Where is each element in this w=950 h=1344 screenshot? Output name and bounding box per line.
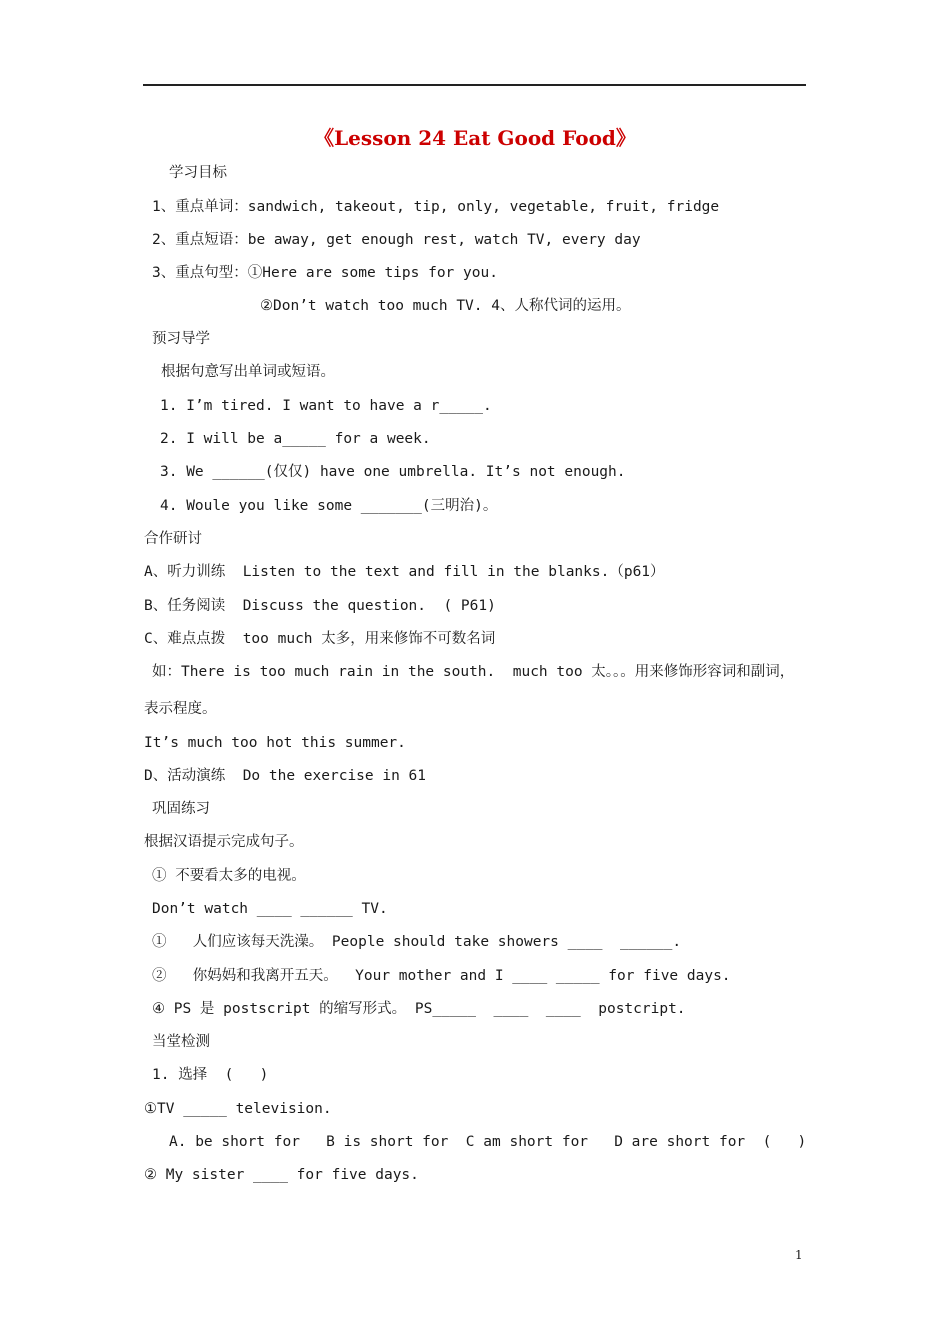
- section-heading-preview: 预习导学: [152, 331, 210, 347]
- preview-item-3: 3. We ______(仅仅) have one umbrella. It’s not enough.: [160, 464, 626, 480]
- preview-item-4: 4. Woule you like some _______(三明治)。: [160, 498, 498, 514]
- preview-item-2: 2. I will be a_____ for a week.: [160, 431, 431, 447]
- key-sentences-line: 3、重点句型：①Here are some tips for you.: [152, 265, 498, 281]
- section-heading-objectives: 学习目标: [169, 165, 227, 181]
- practice-item-4: ④ PS 是 postscript 的缩写形式。 PS_____ ____ ____ postcript.: [152, 1001, 686, 1017]
- practice-instruction: 根据汉语提示完成句子。: [144, 834, 304, 850]
- key-sentences-line-2: ②Don’t watch too much TV. 4、人称代词的运用。: [260, 298, 631, 314]
- section-heading-test: 当堂检测: [152, 1034, 210, 1050]
- cooperation-item-c: C、难点点拨 too much 太多，用来修饰不可数名词: [144, 631, 496, 647]
- test-choice-heading: 1. 选择 ( ): [152, 1067, 269, 1083]
- example-line: 如：There is too much rain in the south. much too 太。。。用来修饰形容词和副词，: [152, 664, 795, 680]
- example-sentence: It’s much too hot this summer.: [144, 735, 406, 751]
- practice-item-2: ① 人们应该每天洗澡。 People should take showers ____ ______.: [152, 934, 682, 950]
- lesson-title: 《Lesson 24 Eat Good Food》: [314, 126, 636, 150]
- cooperation-item-a: A、听力训练 Listen to the text and fill in the blanks.（p61）: [144, 564, 665, 580]
- header-rule: [143, 84, 806, 86]
- test-question-1-options: A. be short for B is short for C am short for D are short for ( ): [169, 1134, 807, 1150]
- example-line-2: 表示程度。: [144, 701, 217, 717]
- page-number: 1: [795, 1248, 803, 1262]
- cooperation-item-d: D、活动演练 Do the exercise in 61: [144, 768, 427, 784]
- section-heading-practice: 巩固练习: [152, 801, 210, 817]
- practice-item-1-en: Don’t watch ____ ______ TV.: [152, 901, 388, 917]
- practice-item-1-cn: ① 不要看太多的电视。: [152, 868, 306, 884]
- key-phrases-line: 2、重点短语：be away, get enough rest, watch TV, every day: [152, 232, 641, 248]
- cooperation-item-b: B、任务阅读 Discuss the question. ( P61): [144, 598, 496, 614]
- key-words-line: 1、重点单词：sandwich, takeout, tip, only, vegetable, fruit, fridge: [152, 199, 720, 215]
- preview-item-1: 1. I’m tired. I want to have a r_____.: [160, 398, 492, 414]
- preview-instruction: 根据句意写出单词或短语。: [161, 364, 335, 380]
- section-heading-cooperation: 合作研讨: [144, 531, 202, 547]
- practice-item-3: ② 你妈妈和我离开五天。 Your mother and I ____ _____ for five days.: [152, 968, 731, 984]
- test-question-2: ② My sister ____ for five days.: [144, 1167, 419, 1183]
- test-question-1: ①TV _____ television.: [144, 1101, 332, 1117]
